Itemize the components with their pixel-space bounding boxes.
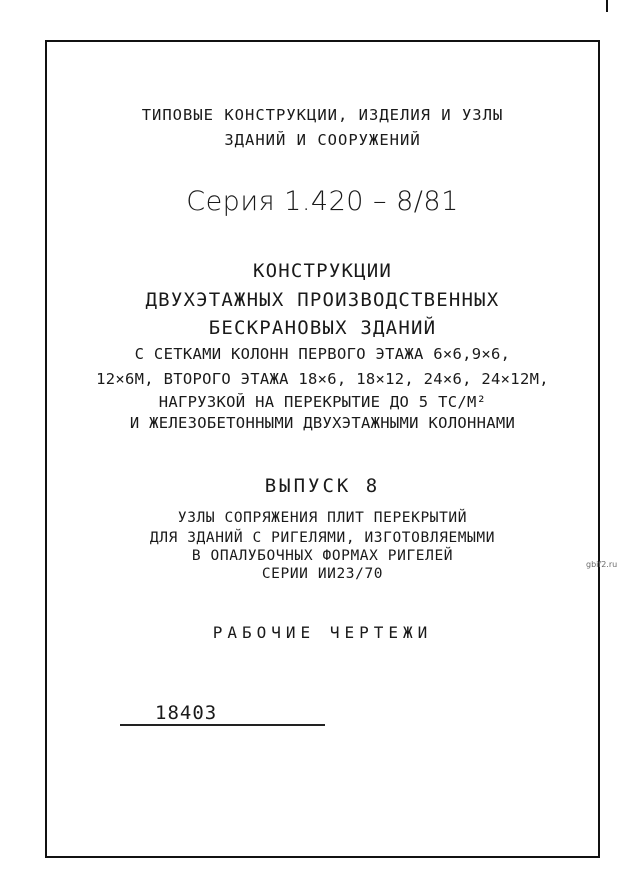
frame-border-bottom xyxy=(45,856,600,858)
issue-number: ВЫПУСК 8 xyxy=(264,475,381,497)
title-line-6: НАГРУЗКОЙ НА ПЕРЕКРЫТИЕ ДО 5 ТС/М² xyxy=(158,393,487,411)
watermark-text: gbif2.ru xyxy=(586,560,618,569)
frame-border-right xyxy=(598,40,600,858)
title-line-5: 12×6М, ВТОРОГО ЭТАЖА 18×6, 18×12, 24×6, 24×12М, xyxy=(96,370,549,388)
series-title: Серия 1.420 – 8/81 xyxy=(186,186,459,217)
work-drawings-label: РАБОЧИЕ ЧЕРТЕЖИ xyxy=(212,623,433,642)
nodes-line-2: ДЛЯ ЗДАНИЙ С РИГЕЛЯМИ, ИЗГОТОВЛЯЕМЫМИ xyxy=(149,530,496,546)
frame-border-left xyxy=(45,40,47,858)
title-line-2: ДВУХЭТАЖНЫХ ПРОИЗВОДСТВЕННЫХ xyxy=(145,289,500,311)
title-line-1: КОНСТРУКЦИИ xyxy=(252,260,393,282)
title-line-4: С СЕТКАМИ КОЛОНН ПЕРВОГО ЭТАЖА 6×6,9×6, xyxy=(134,345,511,363)
corner-mark xyxy=(606,0,608,12)
title-line-7: И ЖЕЛЕЗОБЕТОННЫМИ ДВУХЭТАЖНЫМИ КОЛОННАМИ xyxy=(129,414,516,432)
title-line-3: БЕСКРАНОВЫХ ЗДАНИЙ xyxy=(208,317,437,339)
nodes-line-4: СЕРИИ ИИ23/70 xyxy=(261,566,384,582)
frame-border-top xyxy=(45,40,600,42)
header-line-2: ЗДАНИЙ И СООРУЖЕНИЙ xyxy=(224,131,421,149)
archive-underline xyxy=(120,724,325,726)
nodes-line-3: В ОПАЛУБОЧНЫХ ФОРМАХ РИГЕЛЕЙ xyxy=(191,548,454,564)
nodes-line-1: УЗЛЫ СОПРЯЖЕНИЯ ПЛИТ ПЕРЕКРЫТИЙ xyxy=(177,510,468,526)
header-line-1: ТИПОВЫЕ КОНСТРУКЦИИ, ИЗДЕЛИЯ И УЗЛЫ xyxy=(141,106,504,124)
archive-number: 18403 xyxy=(155,702,218,724)
